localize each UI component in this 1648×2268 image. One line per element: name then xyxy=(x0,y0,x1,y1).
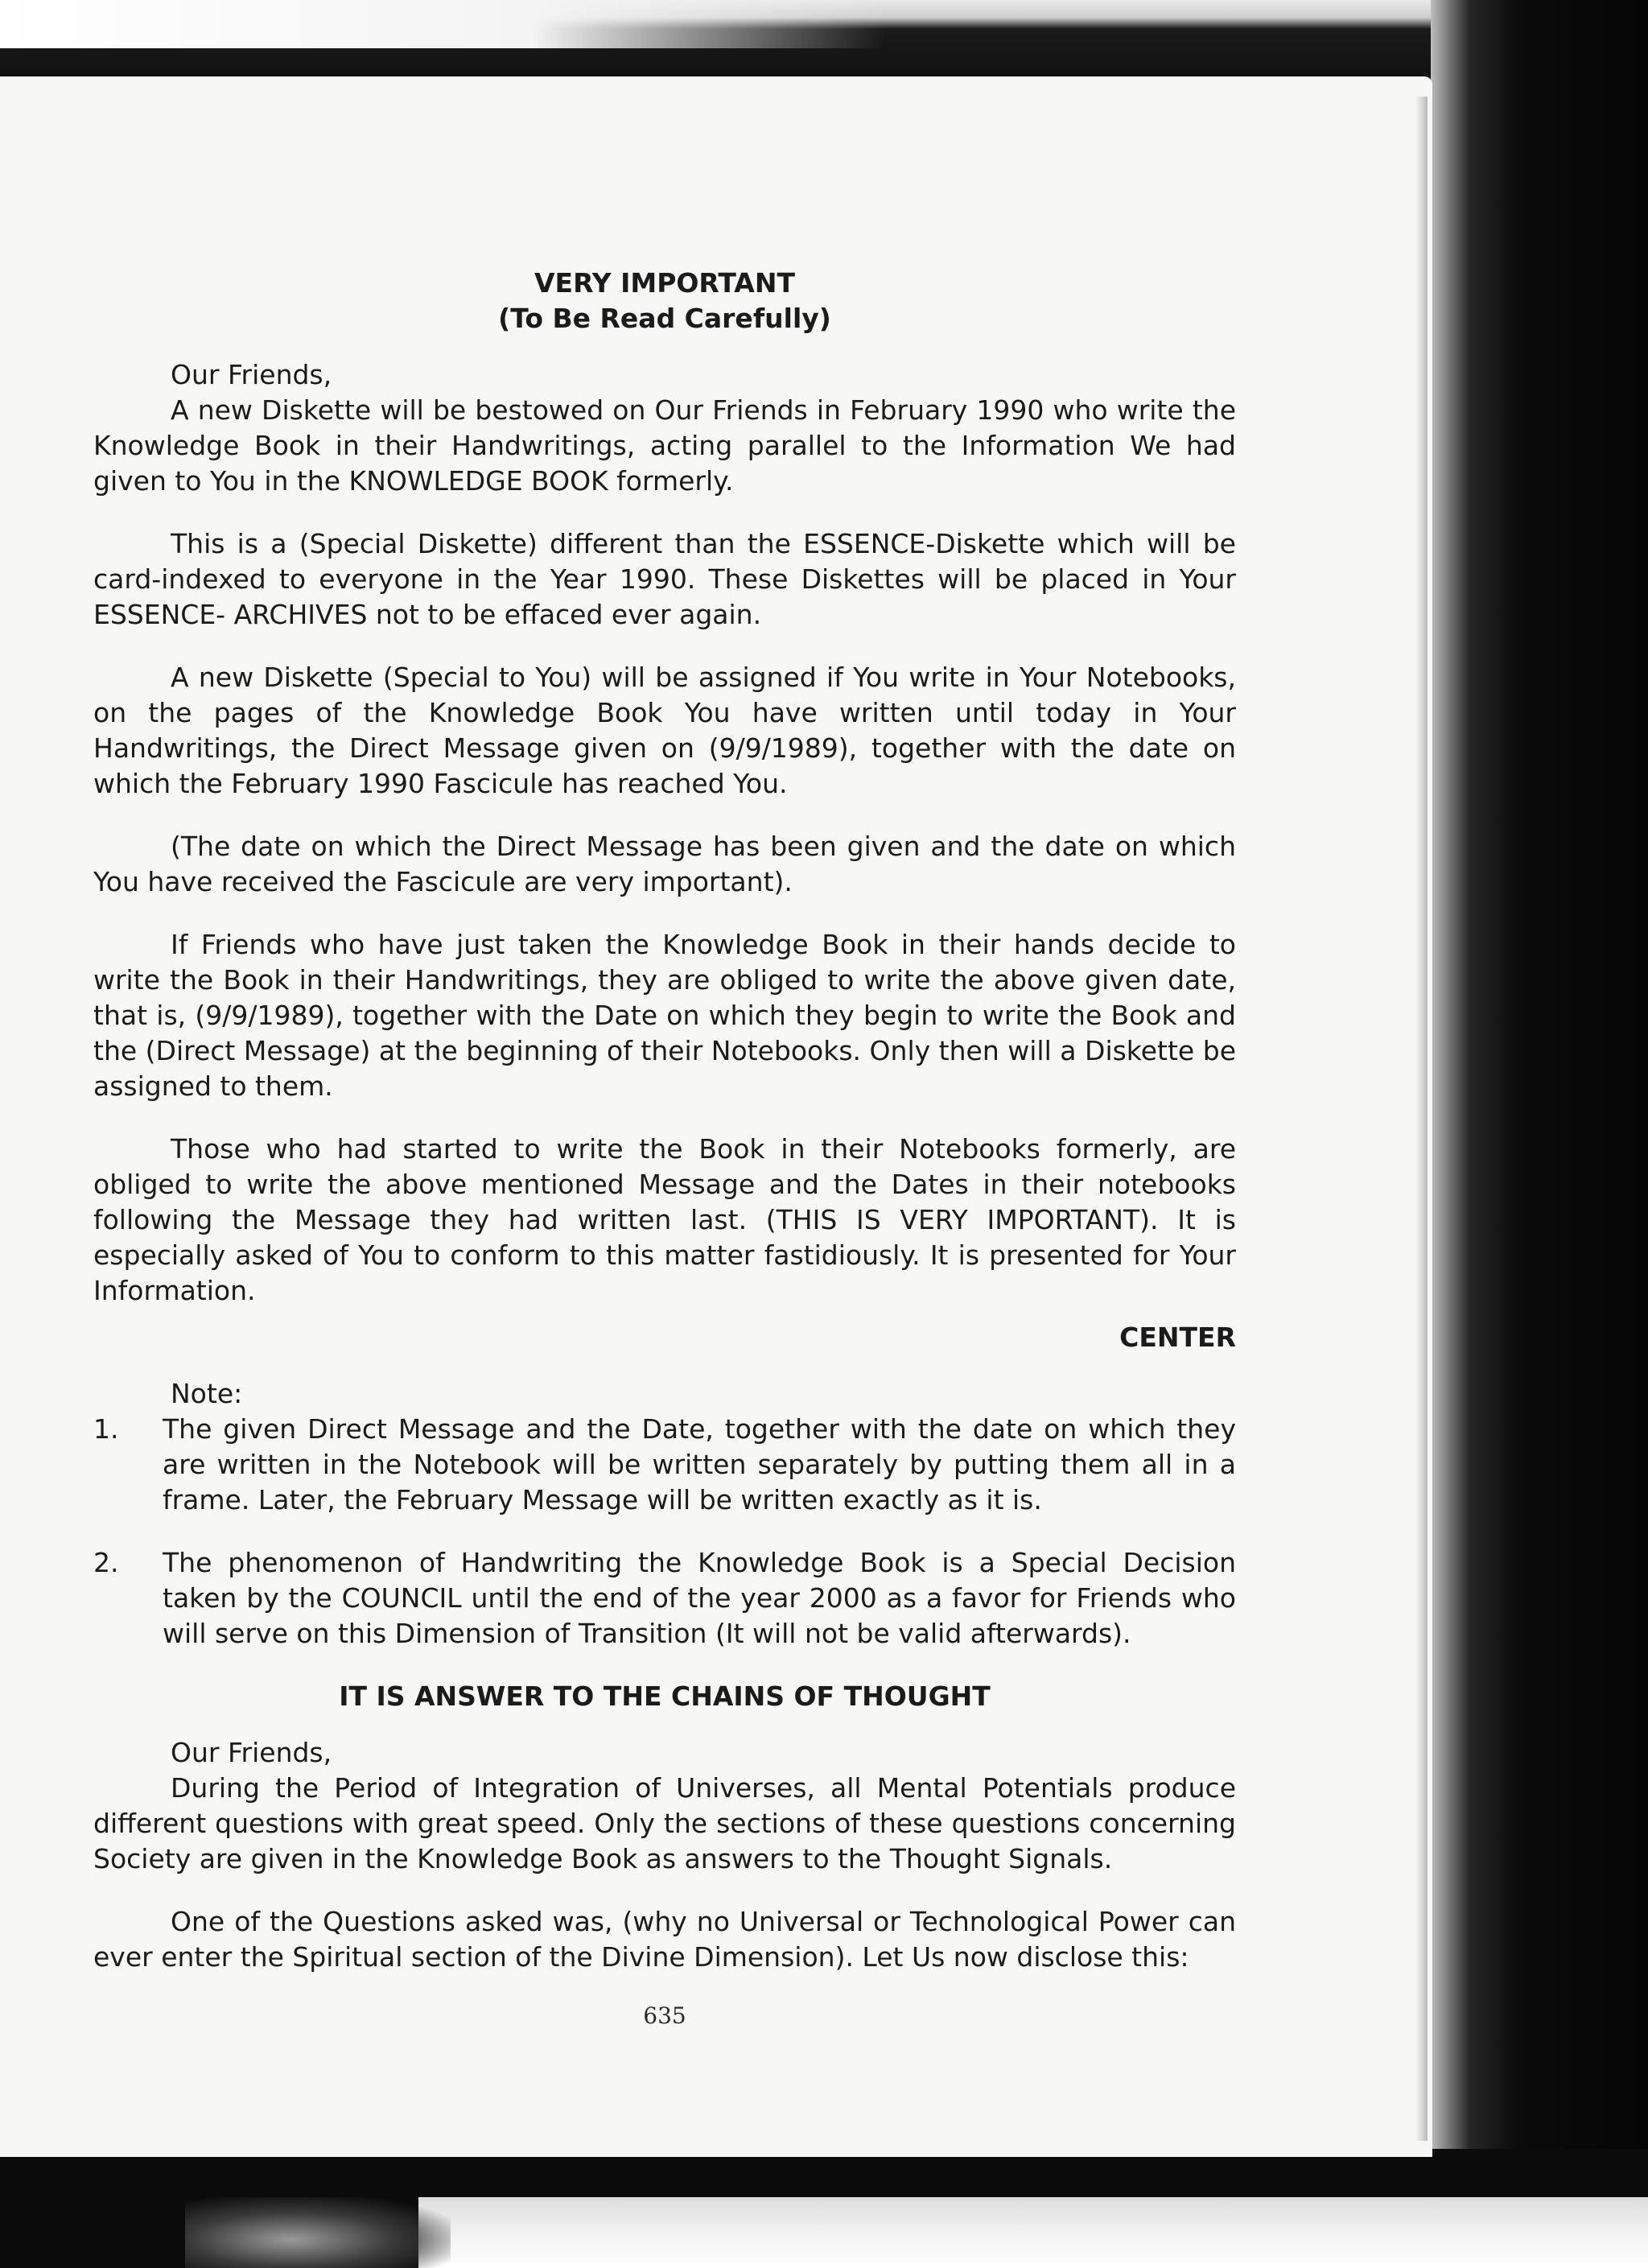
section-heading: IT IS ANSWER TO THE CHAINS OF THOUGHT xyxy=(339,1680,991,1712)
note-text: The given Direct Message and the Date, together with the date on which they are written in the Notebook will be written separately by putting them all in a frame. Later, the February Message will be written exactly as it is. xyxy=(163,1413,1236,1515)
scan-glare-bottom xyxy=(418,2197,1648,2268)
note-text: The phenomenon of Handwriting the Knowledge Book is a Special Decision taken by the COUNCIL until the end of the year 2000 as a favor for Friends who will serve on this Dimension of Transition (It will not be valid afterwards). xyxy=(163,1547,1236,1649)
scan-blot-bottom xyxy=(185,2197,451,2268)
document-text xyxy=(93,266,1236,2002)
note-item xyxy=(93,1412,1236,1518)
note-number: 2. xyxy=(93,1547,119,1578)
note-list xyxy=(93,1412,1236,1652)
paragraph: A new Diskette will be bestowed on Our Friends in February 1990 who write the Knowledge Book in their Handwritings, acting parallel to the Information We had given to You in the KNOWLEDGE BOOK formerly. xyxy=(93,394,1236,497)
paragraph: During the Period of Integration of Universes, all Mental Potentials produce different questions with great speed. Only the sections of these questions concerning Society are given in the Knowledge Book as answers to the Thought Signals. xyxy=(93,1772,1236,1874)
note-number: 1. xyxy=(93,1413,119,1445)
paragraph: If Friends who have just taken the Knowledge Book in their hands decide to write the Book in their Handwritings, they are obliged to write the above given date, that is, (9/9/1989), together with the Date on which they begin to write the Book and the (Direct Message) at the beginning of their Notebooks. Only then will a Diskette be assigned to them. xyxy=(93,929,1236,1102)
note-item xyxy=(93,1545,1236,1652)
page-number: 635 xyxy=(643,2002,686,2029)
page-edge-shadow xyxy=(1416,97,1428,2141)
scan-border-right xyxy=(1431,0,1648,2268)
paragraph: Those who had started to write the Book in their Notebooks formerly, are obliged to write the above mentioned Message and the Dates in their notebooks following the Message they had written last. (THIS IS VERY IMPORTANT). It is especially asked of You to conform to this matter fastidiously. It is presented for Your Information. xyxy=(93,1133,1236,1306)
greeting: Our Friends, xyxy=(171,1737,332,1768)
scan-glare-top xyxy=(0,0,885,48)
paragraph: This is a (Special Diskette) different than the ESSENCE-Diskette which will be card-indexed to everyone in the Year 1990. These Diskettes will be placed in Your ESSENCE- ARCHIVES not to be effaced ever again. xyxy=(93,528,1236,630)
greeting: Our Friends, xyxy=(171,359,332,390)
note-label: Note: xyxy=(171,1378,243,1409)
paragraph: (The date on which the Direct Message has been given and the date on which You have received the Fascicule are very important). xyxy=(93,831,1236,897)
paragraph: One of the Questions asked was, (why no Universal or Technological Power can ever enter the Spiritual section of the Divine Dimension). Let Us now disclose this: xyxy=(93,1906,1236,1973)
page-subtitle: (To Be Read Carefully) xyxy=(498,303,831,334)
signature: CENTER xyxy=(1119,1322,1236,1353)
paragraph: A new Diskette (Special to You) will be assigned if You write in Your Notebooks, on the pages of the Knowledge Book You have written until today in Your Handwritings, the Direct Message given on (9/9/1989), together with the date on which the February 1990 Fascicule has reached You. xyxy=(93,662,1236,799)
page-title: VERY IMPORTANT xyxy=(534,267,795,299)
